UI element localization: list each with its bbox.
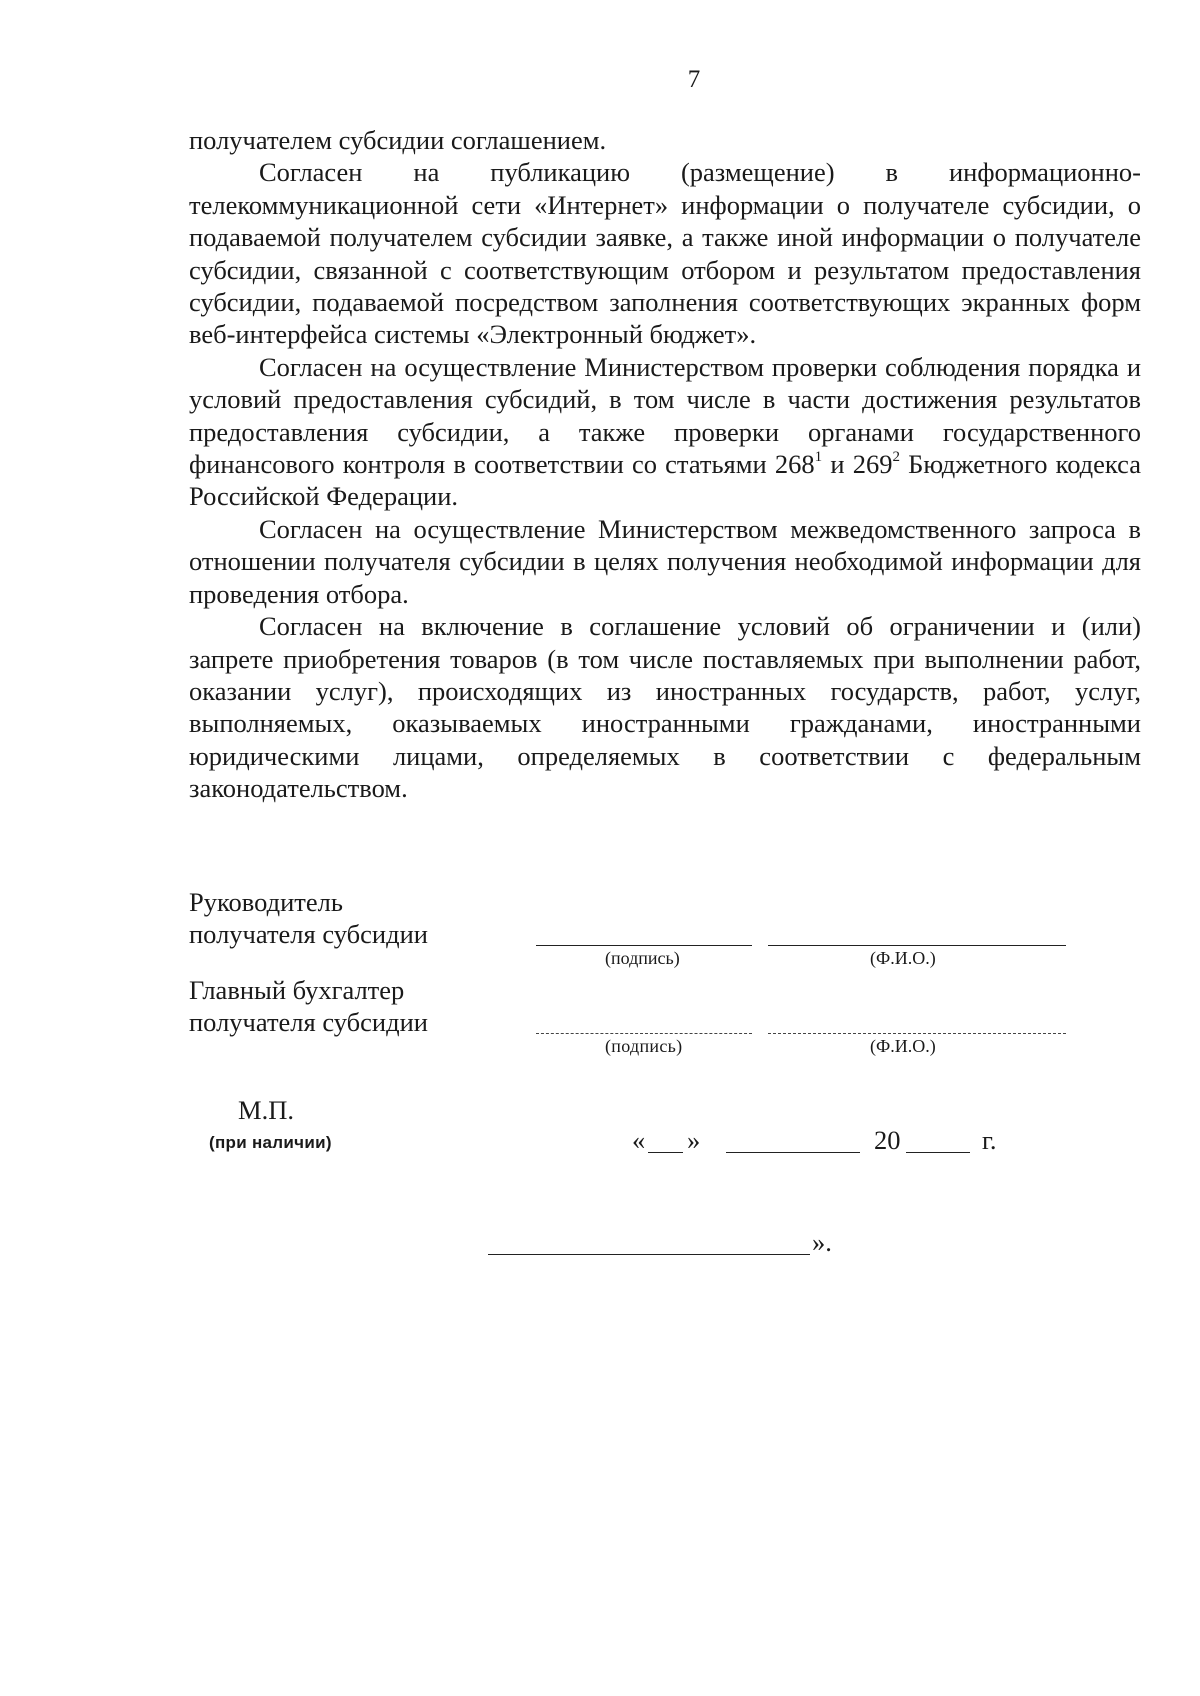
accountant-signature-caption: (подпись) bbox=[605, 1036, 683, 1056]
closing-quote: ». bbox=[812, 1227, 832, 1257]
stamp-label: М.П. bbox=[238, 1095, 294, 1125]
head-signature-line bbox=[536, 945, 752, 946]
audit-text-before: Согласен на осуществление Министерством проверки соблюдения порядка и условий предоставления субсидий, в том числе в части достижения результатов предоставления субсидии, а также проверки органами государственного финансового контроля в соответствии со статьями 268 bbox=[189, 351, 1141, 480]
paragraph-publication-consent: Согласен на публикацию (размещение) в информационно-телекоммуникационной сети «Интернет» информации о получателе субсидии, о подаваемой получателем субсидии заявке, а также иной информации о получателе субсидии, связанной с соответствующим отбором и результатом предоставления субсидии, подаваемой посредством заполнения соответствующих экранных форм веб-интерфейса системы «Электронный бюджет». bbox=[189, 157, 1141, 350]
paragraph-audit-consent bbox=[189, 351, 1141, 513]
head-fio-caption: (Ф.И.О.) bbox=[870, 948, 936, 968]
head-label-line1: Руководитель bbox=[189, 887, 343, 917]
audit-text-after: Бюджетного кодекса Российской Федерации. bbox=[189, 449, 1141, 512]
date-day-line bbox=[648, 1152, 683, 1153]
date-year-prefix: 20 bbox=[874, 1125, 901, 1155]
stamp-note: (при наличии) bbox=[209, 1133, 332, 1152]
document-body bbox=[189, 124, 1141, 805]
date-close-quote: » bbox=[687, 1125, 701, 1155]
accountant-label-line1: Главный бухгалтер bbox=[189, 975, 405, 1005]
paragraph-request-consent: Согласен на осуществление Министерством межведомственного запроса в отношении получателя субсидии в целях получения необходимой информации для проведения отбора. bbox=[189, 513, 1141, 609]
head-label-line2: получателя субсидии bbox=[189, 919, 428, 949]
footnote-sup-1: 1 bbox=[814, 449, 823, 466]
head-fio-line bbox=[768, 945, 1066, 946]
paragraph-restriction-consent: Согласен на включение в соглашение условий об ограничении и (или) запрете приобретения товаров (в том числе поставляемых при выполнении работ, оказании услуг), происходящих из иностранных государств, работ, услуг, выполняемых, оказываемых иностранными гражданами, иностранными юридическими лицами, определяемых в соответствии с федеральным законодательством. bbox=[189, 611, 1141, 804]
date-month-line bbox=[726, 1152, 860, 1153]
paragraph-continuation: получателем субсидии соглашением. bbox=[189, 125, 607, 155]
accountant-label-line2: получателя субсидии bbox=[189, 1007, 428, 1037]
footnote-sup-2: 2 bbox=[892, 449, 900, 466]
head-signature-caption: (подпись) bbox=[605, 948, 680, 968]
date-year-line bbox=[906, 1152, 970, 1153]
closing-line bbox=[488, 1254, 810, 1255]
accountant-fio-caption: (Ф.И.О.) bbox=[870, 1036, 936, 1056]
date-year-suffix: г. bbox=[982, 1125, 997, 1155]
page-number: 7 bbox=[687, 66, 701, 93]
accountant-fio-line bbox=[768, 1033, 1066, 1034]
accountant-signature-line bbox=[536, 1033, 752, 1034]
date-open-quote: « bbox=[632, 1125, 646, 1155]
audit-text-mid: и 269 bbox=[822, 449, 893, 480]
